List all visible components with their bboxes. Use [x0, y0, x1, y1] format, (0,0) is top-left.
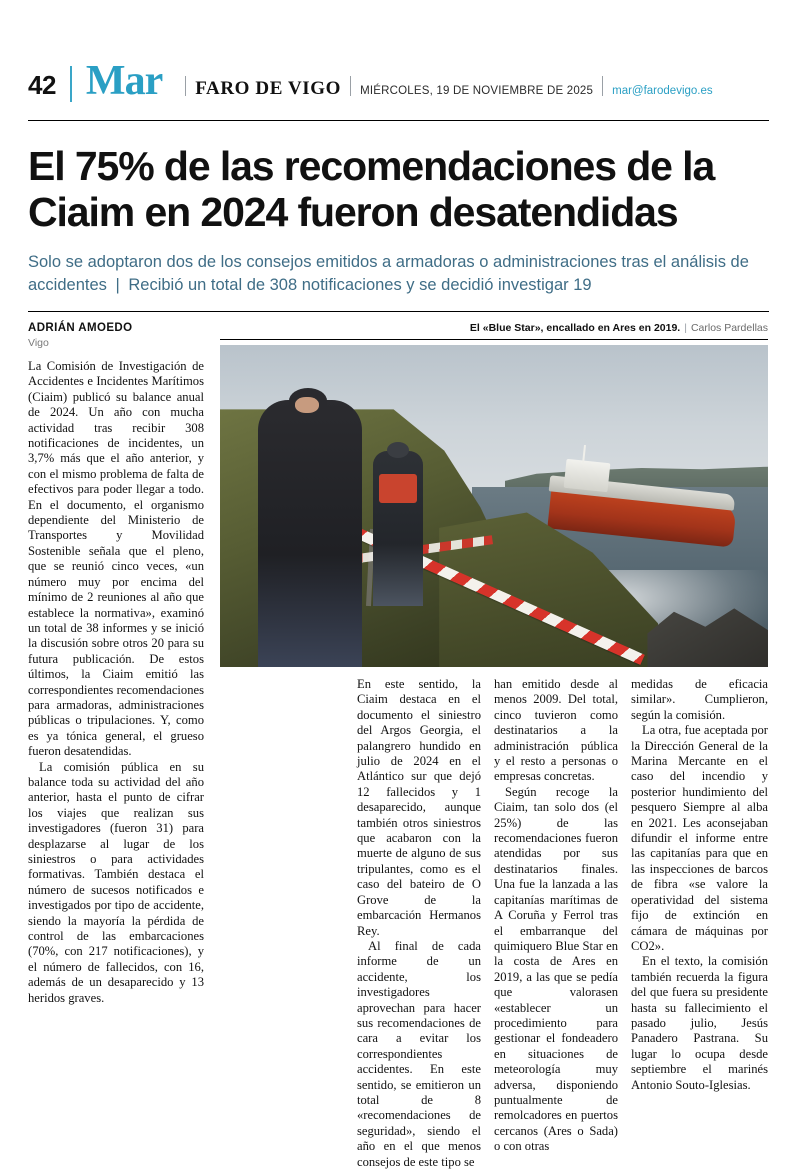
subhead-part-1: Solo se adoptaron dos de los consejos emitidos a armadoras o administraciones tras el análisis de accidentes	[28, 253, 749, 294]
section-title: Mar	[85, 58, 163, 104]
subhead-bottom-rule	[28, 311, 769, 312]
column-four	[631, 677, 768, 1170]
photo-person-background-vest	[379, 474, 417, 503]
subhead-separator: |	[115, 276, 120, 294]
blue-star-ship-aground-photo	[220, 345, 768, 667]
masthead	[28, 0, 769, 110]
photo-caption-text: El «Blue Star», encallado en Ares en 2019.	[469, 322, 681, 334]
article-body	[28, 322, 769, 1170]
photo-caption	[220, 322, 768, 340]
paragraph: En este sentido, la Ciaim destaca en el documento el siniestro del Argos Georgia, el palangrero hundido en julio de 2024 en el Atlántico sur que dejó 12 fallecidos y 1 desaparecido, aunque también otros siniestros que acabaron con la muerte de alguno de sus tripulantes, como es el caso del bateiro de O Grove de la embarcación Hermanos Rey.	[357, 677, 481, 938]
column-one-text	[28, 359, 204, 1006]
publication-date: MIÉRCOLES, 19 DE NOVIEMBRE DE 2025	[360, 85, 594, 97]
article-headline: El 75% de las recomendaciones de la Ciaim en 2024 fueron desatendidas	[28, 143, 715, 235]
paragraph: La otra, fue aceptada por la Dirección General de la Marina Mercante en el caso del incendio y posterior hundimiento del pesquero Siempre al alba en 2021. Les aconsejaban difundir el informe entre las capitanías para que en las inspecciones de barcos de fibra «se valore la operatividad del sistema fijo de extinción en cámara de máquinas por CO2».	[631, 723, 768, 953]
page-number: 42	[28, 70, 56, 100]
photo-block	[220, 322, 768, 667]
column-one	[28, 322, 220, 1170]
paragraph: La Comisión de Investigación de Accidentes e Incidentes Marítimos (Ciaim) publicó su balance anual de 2024. Un año con mucha actividad tras recibir 308 notificaciones de incidentes, un 3,7% más que el año anterior, y con el mismo problema de falta de efectivos para poder llegar a todo. En el documento, el organismo dependiente del Ministerio de Transportes y Movilidad Sostenible señala que el pleno, que se reunió cinco veces, «un número muy por encima del mínimo de 2 reuniones al año que establece la normativa», examinó un total de 38 informes y se inició la discusión sobre otros 20 para su futura publicación. De estos últimos, la Ciaim emitió las correspondientes recomendaciones para armadoras, administraciones públicas o tripulaciones. Y, como es ya tónica general, el grueso fueron desatendidas.	[28, 359, 204, 759]
photo-person-background-head	[387, 442, 409, 458]
lower-column-spacer	[220, 677, 357, 1170]
caption-separator: |	[684, 322, 687, 334]
photo-person-foreground-face	[295, 397, 319, 413]
article-subhead	[28, 251, 769, 297]
paper-name: FARO DE VIGO	[195, 78, 342, 99]
column-two-text	[357, 677, 481, 1170]
paragraph: La comisión pública en su balance toda su actividad del año anterior, hasta el punto de cifrar los viajes que realizan sus investigadores (fueron 31) para desplazarse al lugar de los siniestros o para actividades formativas. También destaca el número de sucesos notificados e investigados por tipo de accidente, siendo la mayoría la pérdida de control de las embarcaciones (70%, con 217 notificaciones), y el número de fallecidos, con 16, además de un desaparecido y 13 heridos graves.	[28, 759, 204, 1005]
masthead-separator-1	[185, 76, 186, 96]
paragraph: Al final de cada informe de un accidente, los investigadores aprovechan para hacer sus recomendaciones de cara a evitar los correspondientes accidentes. En este sentido, se emitieron un total de 8 «recomendaciones de seguridad», siendo el año en el que menos consejos de este tipo se	[357, 938, 481, 1169]
masthead-divider	[70, 66, 72, 102]
paragraph: han emitido desde al menos 2009. Del total, cinco tuvieron como destinatarios a la administración pública y el resto a personas o empresas concretas.	[494, 677, 618, 784]
byline-city: Vigo	[28, 337, 49, 349]
photo-person-foreground	[258, 400, 362, 667]
photo-credit: Carlos Pardellas	[690, 322, 768, 334]
paragraph: En el texto, la comisión también recuerda la figura del que fuera su presidente hasta su fallecimiento el pasado julio, Jesús Panadero Pastrana. Su lugar lo ocupa desde septiembre el marinés Antonio Souto-Iglesias.	[631, 954, 768, 1092]
column-two	[357, 677, 494, 1170]
masthead-bottom-rule	[28, 120, 769, 121]
column-block-right	[220, 322, 768, 1170]
column-three-text	[494, 677, 618, 1155]
column-three	[494, 677, 631, 1170]
subhead-part-2: Recibió un total de 308 notificaciones y se decidió investigar 19	[128, 276, 592, 294]
paragraph: Según recoge la Ciaim, tan solo dos (el 25%) de las recomendaciones fueron atendidas por sus destinatarios finales. Una fue la lanzada a las capitanías marítimas de A Coruña y Ferrol tras el embarranque del quimiquero Blue Star en la costa de Ares en 2019, a las que se pedía que valorasen «establecer un procedimiento para gestionar el fondeadero en situaciones de meteorología muy adversa, disponiendo puntualmente de remolcadores en puertos cercanos (Ares o Sada) o con otras	[494, 784, 618, 1154]
photo-ship-superstructure	[564, 459, 611, 492]
lower-columns	[220, 677, 768, 1170]
column-four-text	[631, 677, 768, 1093]
paragraph: medidas de eficacia similar». Cumplieron, según la comisión.	[631, 677, 768, 722]
masthead-separator-3	[602, 76, 603, 96]
byline-author: ADRIÁN AMOEDO	[28, 322, 133, 334]
masthead-separator-2	[350, 76, 351, 96]
section-email-link[interactable]: mar@farodevigo.es	[612, 85, 713, 97]
